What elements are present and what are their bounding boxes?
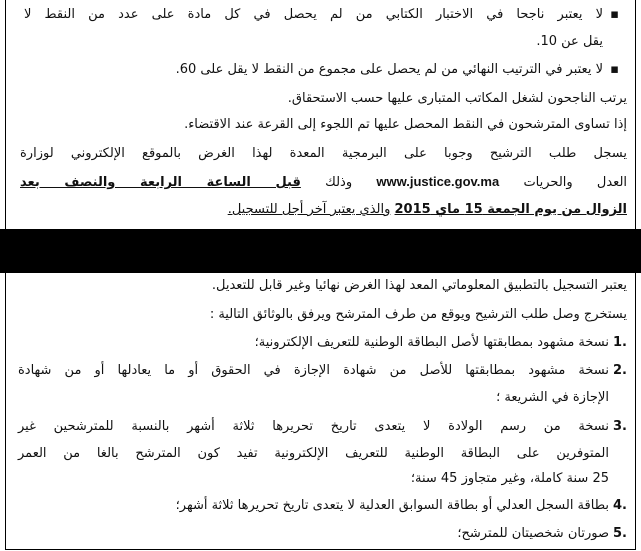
paragraph-registration-line-3 xyxy=(20,197,627,223)
page-border-left xyxy=(5,0,6,229)
bullet-1-line-2: يقل عن 10. xyxy=(536,34,603,49)
item-2-line-1: نسخة مشهود بمطابقتها للأصل من شهادة الإجازة في الحقوق أو ما يعادلها أو من شهادة xyxy=(18,363,609,378)
bullet-marker: ▪ xyxy=(610,62,619,77)
item-4-line-1: بطاقة السجل العدلي أو بطاقة السوابق العدلية لا يتعدى تاريخ تحريرها ثلاثة أشهر؛ xyxy=(175,498,609,513)
page-bottom-rule xyxy=(6,549,635,550)
paragraph-ranking: يرتب الناجحون لشغل المكاتب المتبارى عليها حسب الاستحقاق. xyxy=(287,91,627,106)
bullet-2-line-1: لا يعتبر في الترتيب النهائي من لم يحصل على مجموع من النقط لا يقل على 60. xyxy=(175,62,603,77)
item-2-number: 2. xyxy=(613,363,627,378)
ministry-name: العدل والحريات xyxy=(523,175,628,190)
bullet-1-line-1: لا يعتبر ناجحا في الاختبار الكتابي من لم يحصل في كل مادة على عدد من النقط لا xyxy=(24,7,603,22)
item-3-number: 3. xyxy=(613,419,627,434)
paragraph-receipt-documents: يستخرج وصل طلب الترشيح ويوقع من طرف المترشح ويرفق بالوثائق التالية : xyxy=(209,307,627,322)
item-3-line-2: المتوفرين على البطاقة الوطنية للتعريف الإلكترونية تفيد كون المترشح بالغا من العمر xyxy=(18,446,609,461)
and-that-text: وذلك xyxy=(325,175,353,190)
item-5-number: 5. xyxy=(613,526,627,541)
last-registration-note: والذي يعتبر آخر أجل للتسجيل. xyxy=(227,202,391,217)
page-border-left-lower xyxy=(5,273,6,550)
item-3-line-1: نسخة من رسم الولادة لا يتعدى تاريخ تحريرها ثلاثة أشهر بالنسبة للمترشحين غير xyxy=(18,419,609,434)
item-4-number: 4. xyxy=(613,498,627,513)
item-1-number: 1. xyxy=(613,335,627,350)
page-break-band xyxy=(0,229,641,273)
deadline-time-text: قبل الساعة الرابعة والنصف بعد xyxy=(20,175,301,190)
paragraph-final-registration: يعتبر التسجيل بالتطبيق المعلوماتي المعد لهذا الغرض نهائيا وغير قابل للتعديل. xyxy=(211,278,627,293)
item-3-line-3: 25 سنة كاملة، وغير متجاوز 45 سنة؛ xyxy=(410,471,609,486)
paragraph-registration-line-1: يسجل طلب الترشيح وجوبا على البرمجية المعدة لهذا الغرض بالموقع الإلكتروني لوزارة xyxy=(20,146,627,161)
page-border-right-lower xyxy=(635,273,636,550)
item-5-line-1: صورتان شخصيتان للمترشح؛ xyxy=(457,526,609,541)
item-2-line-2: الإجازة في الشريعة ؛ xyxy=(496,390,609,405)
paragraph-tie: إذا تساوى المترشحون في النقط المحصل عليها تم اللجوء إلى القرعة عند الاقتضاء. xyxy=(184,117,627,132)
item-1-line-1: نسخة مشهود بمطابقتها لأصل البطاقة الوطنية للتعريف الإلكترونية؛ xyxy=(254,335,609,350)
paragraph-registration-line-2 xyxy=(20,169,627,195)
bullet-marker: ▪ xyxy=(610,7,619,22)
deadline-date-text: الزوال من يوم الجمعة 15 ماي 2015 xyxy=(394,202,627,217)
page-border-right xyxy=(635,0,636,229)
ministry-website-link[interactable]: www.justice.gov.ma xyxy=(376,174,500,189)
